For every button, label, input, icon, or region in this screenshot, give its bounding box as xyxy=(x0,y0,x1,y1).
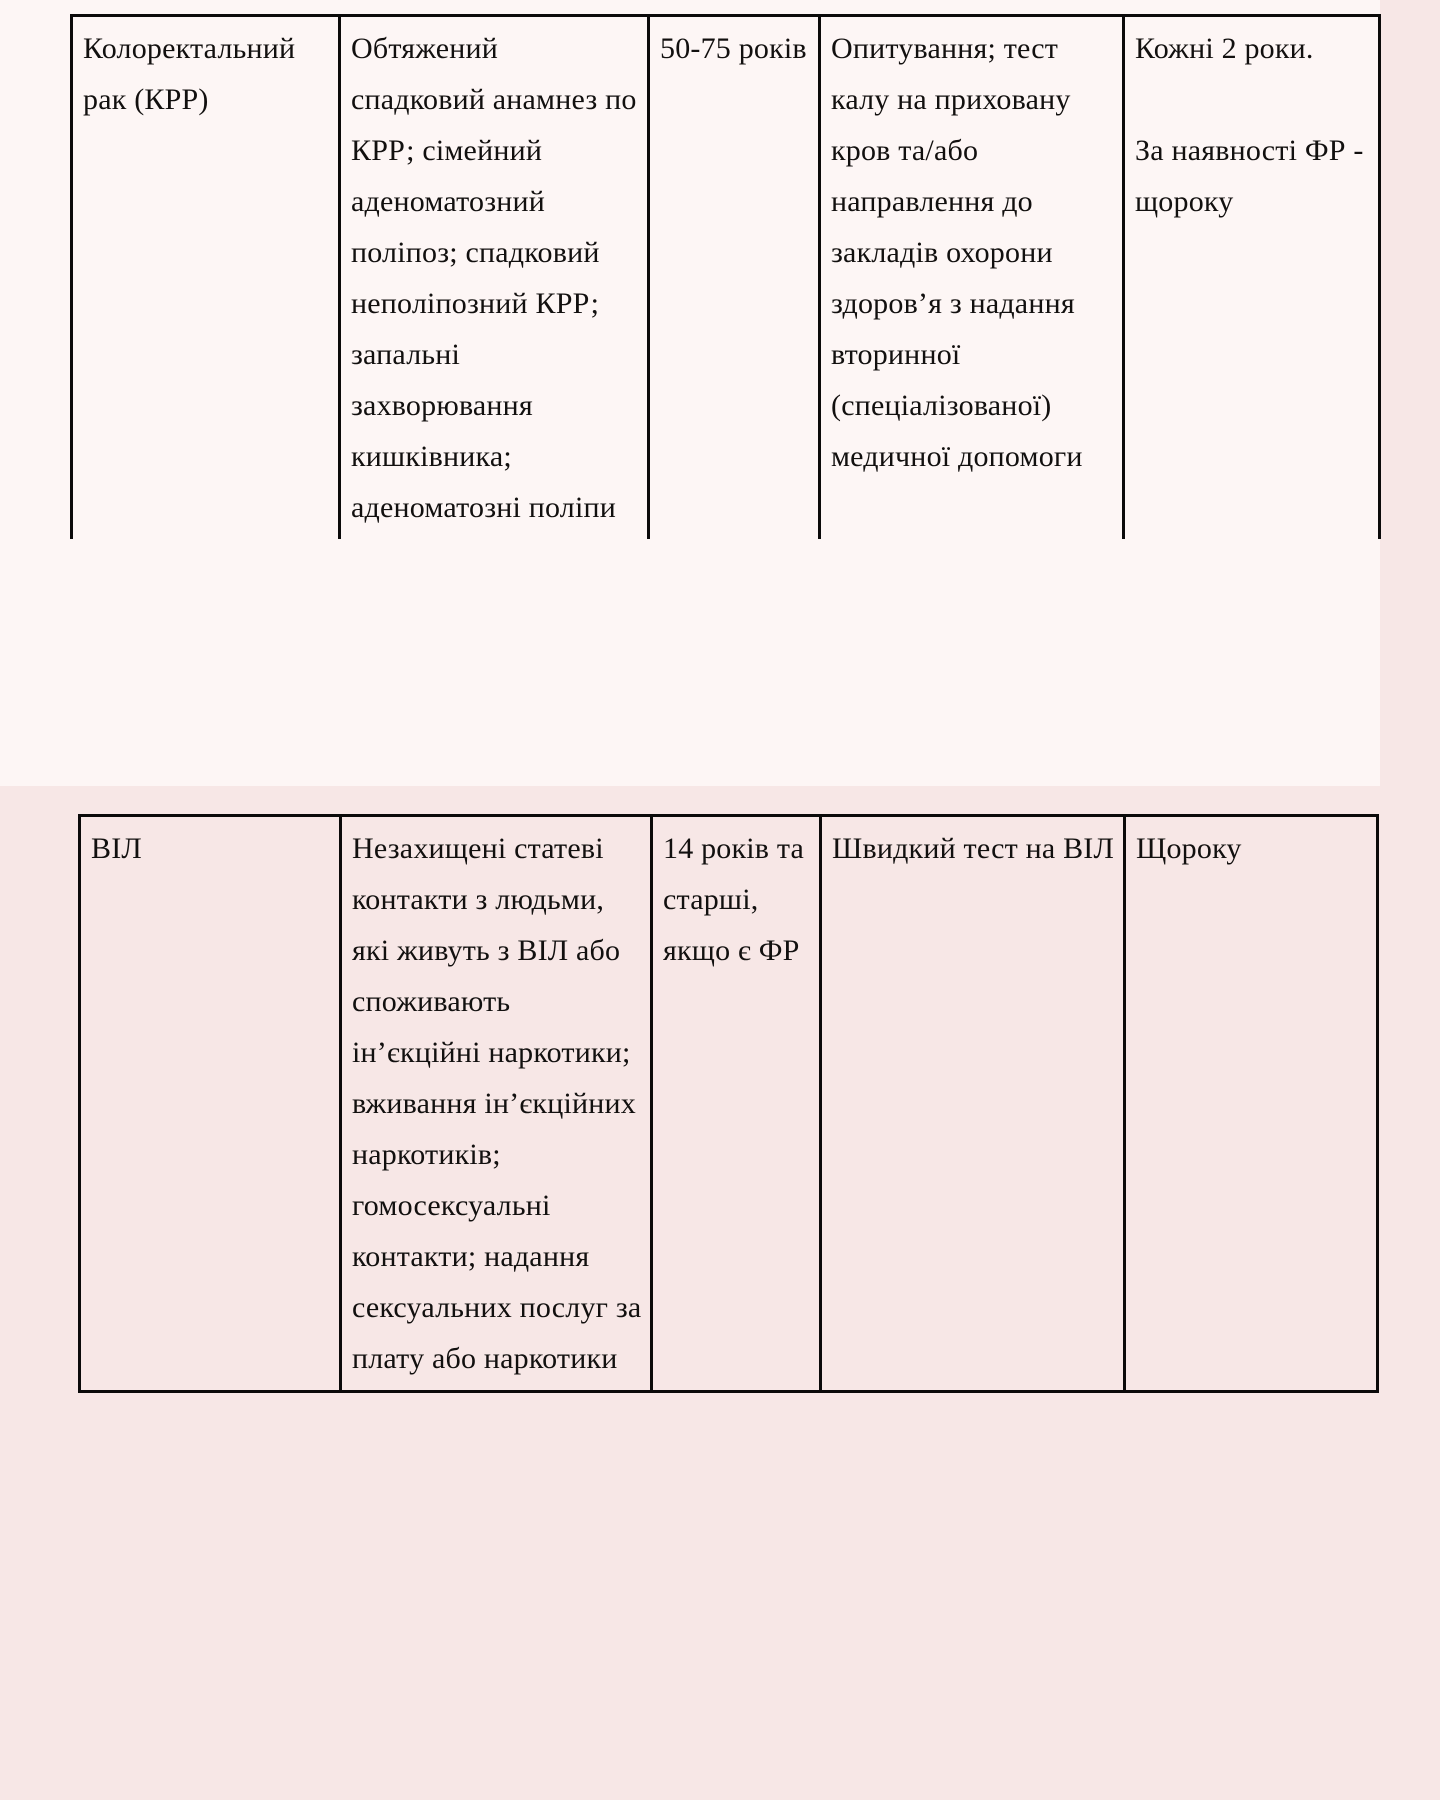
table-row xyxy=(80,816,1378,1392)
cell-risk-factors: Обтяжений спадковий анамнез по КРР; сімейний аденоматозний поліпоз; спадковий неполіпозний КРР; запальні захворювання кишківника; аденоматозні поліпи xyxy=(340,16,649,540)
cell-frequency: Кожні 2 роки. За наявності ФР - щороку xyxy=(1124,16,1380,540)
screening-table-upper xyxy=(70,14,1381,539)
screening-table-lower xyxy=(78,814,1379,1393)
cell-spacer xyxy=(1135,74,1370,125)
upper-table-sheet xyxy=(0,0,1380,795)
cell-method: Опитування; тест калу на приховану кров та/або направлення до закладів охорони здоров’я з надання вторинної (спеціалізованої) медичної допомоги xyxy=(820,16,1124,540)
cell-disease: Колоректальний рак (КРР) xyxy=(72,16,340,540)
table-row xyxy=(72,16,1380,540)
cell-method: Швидкий тест на ВІЛ xyxy=(821,816,1125,1392)
cell-age: 50-75 років xyxy=(649,16,820,540)
cell-risk-factors: Незахищені статеві контакти з людьми, які живуть з ВІЛ або споживають ін’єкційні наркотики; вживання ін’єкційних наркотиків; гомосексуальні контакти; надання сексуальних послуг за плату або наркотики xyxy=(341,816,652,1392)
cell-frequency: Щороку xyxy=(1125,816,1378,1392)
cell-age: 14 років та старші, якщо є ФР xyxy=(652,816,821,1392)
cell-disease: ВІЛ xyxy=(80,816,341,1392)
